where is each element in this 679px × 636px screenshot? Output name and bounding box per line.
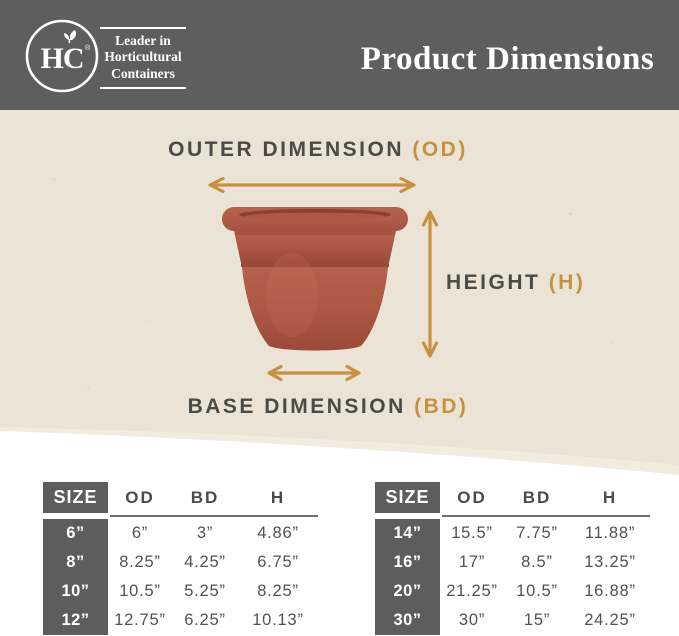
size-cell: 16” <box>375 548 440 577</box>
table-cell: 6.25” <box>184 611 226 629</box>
table-row <box>375 606 650 635</box>
header-divider-rule <box>442 515 650 517</box>
table-cell: 7.75” <box>516 524 558 542</box>
table-cell: 12.75” <box>114 611 166 629</box>
height-abbr: (H) <box>548 271 586 294</box>
size-cell: 30” <box>375 606 440 635</box>
registered-mark: ® <box>85 45 91 52</box>
size-column-header: SIZE <box>375 482 440 513</box>
table-row <box>375 577 650 606</box>
table-cell: 15” <box>523 611 551 629</box>
outer-dimension-text: OUTER DIMENSION <box>168 138 404 161</box>
table-cell: 30” <box>458 611 486 629</box>
brand-tagline <box>100 27 186 89</box>
table-cell: 6.75” <box>257 553 299 571</box>
table-cell: 8.25” <box>119 553 161 571</box>
page-title: Product Dimensions <box>360 41 655 77</box>
section-curve-divider <box>0 425 679 477</box>
table-cell: 4.86” <box>257 524 299 542</box>
height-text: HEIGHT <box>446 271 541 294</box>
table-cell: 17” <box>458 553 486 571</box>
h-column-header: H <box>270 487 286 507</box>
table-cell: 11.88” <box>584 524 636 542</box>
size-column-header: SIZE <box>43 482 108 513</box>
header-divider <box>375 513 650 519</box>
table-cell: 8.5” <box>521 553 553 571</box>
table-cell: 10.5” <box>516 582 558 600</box>
od-column-header: OD <box>125 487 155 507</box>
bd-column-header: BD <box>522 487 552 507</box>
size-cell: 8” <box>43 548 108 577</box>
outer-dimension-arrow-icon <box>206 176 418 194</box>
size-cell: 10” <box>43 577 108 606</box>
size-table-small-pots <box>43 482 318 635</box>
base-dimension-label <box>0 395 656 419</box>
brand-logo <box>24 18 100 94</box>
base-dimension-abbr: (BD) <box>414 395 469 418</box>
header-divider <box>43 513 318 519</box>
height-arrow-icon <box>421 209 439 359</box>
size-cell: 20” <box>375 577 440 606</box>
table-header-row <box>375 482 650 513</box>
header-band <box>0 0 679 110</box>
table-cell: 16.88” <box>584 582 636 600</box>
base-dimension-arrow-icon <box>266 364 362 382</box>
table-row <box>43 519 318 548</box>
table-cell: 10.13” <box>252 611 304 629</box>
bd-column-header: BD <box>190 487 220 507</box>
table-cell: 10.5” <box>119 582 161 600</box>
tagline-line: Leader in <box>115 33 171 48</box>
od-column-header: OD <box>457 487 487 507</box>
size-cell: 14” <box>375 519 440 548</box>
h-column-header: H <box>602 487 618 507</box>
table-cell: 21.25” <box>446 582 498 600</box>
table-row <box>375 519 650 548</box>
table-row <box>43 548 318 577</box>
tagline-line: Containers <box>111 65 175 81</box>
table-row <box>43 577 318 606</box>
table-cell: 5.25” <box>184 582 226 600</box>
logo-monogram: HC <box>40 42 84 75</box>
table-cell: 15.5” <box>451 524 493 542</box>
size-cell: 12” <box>43 606 108 635</box>
outer-dimension-abbr: (OD) <box>412 138 468 161</box>
table-cell: 6” <box>131 524 149 542</box>
table-cell: 4.25” <box>184 553 226 571</box>
tagline-line: Horticultural <box>104 49 182 65</box>
size-cell: 6” <box>43 519 108 548</box>
table-row <box>43 606 318 635</box>
base-dimension-text: BASE DIMENSION <box>187 395 406 418</box>
planter-pot-illustration <box>222 203 408 355</box>
table-header-row <box>43 482 318 513</box>
header-divider-rule <box>110 515 318 517</box>
height-label <box>446 271 585 295</box>
table-cell: 13.25” <box>584 553 636 571</box>
table-cell: 3” <box>196 524 214 542</box>
table-row <box>375 548 650 577</box>
table-cell: 8.25” <box>257 582 299 600</box>
table-cell: 24.25” <box>584 611 636 629</box>
outer-dimension-label <box>0 138 636 162</box>
size-table-large-pots <box>375 482 650 635</box>
